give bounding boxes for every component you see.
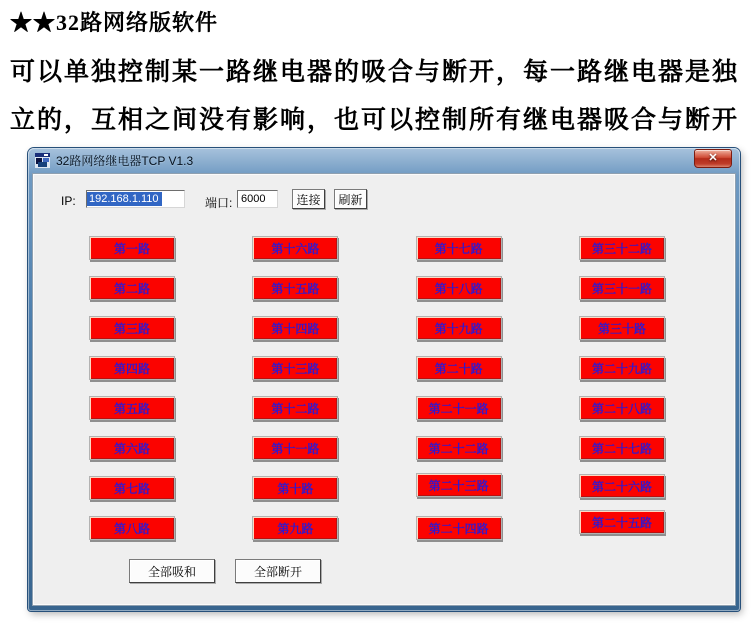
window-title: 32路网络继电器TCP V1.3 bbox=[56, 154, 194, 168]
intro-title: ★★32路网络版软件 bbox=[10, 10, 219, 35]
relay-button-ch26[interactable]: 第二十六路 bbox=[579, 474, 665, 498]
relay-button-ch16[interactable]: 第十六路 bbox=[252, 236, 338, 260]
relay-button-ch28[interactable]: 第二十八路 bbox=[579, 396, 665, 420]
relay-button-ch31[interactable]: 第三十一路 bbox=[579, 276, 665, 300]
titlebar[interactable] bbox=[28, 148, 740, 173]
relay-button-ch1[interactable]: 第一路 bbox=[89, 236, 175, 260]
relay-button-ch6[interactable]: 第六路 bbox=[89, 436, 175, 460]
connect-button[interactable]: 连接 bbox=[292, 189, 325, 209]
refresh-button[interactable]: 刷新 bbox=[334, 189, 367, 209]
relay-button-ch19[interactable]: 第十九路 bbox=[416, 316, 502, 340]
relay-button-ch21[interactable]: 第二十一路 bbox=[416, 396, 502, 420]
relay-button-ch15[interactable]: 第十五路 bbox=[252, 276, 338, 300]
close-button[interactable]: ✕ bbox=[694, 149, 732, 168]
relay-button-ch7[interactable]: 第七路 bbox=[89, 476, 175, 500]
relay-button-ch2[interactable]: 第二路 bbox=[89, 276, 175, 300]
ip-label: IP: bbox=[61, 194, 76, 208]
all-off-button[interactable]: 全部断开 bbox=[235, 559, 321, 583]
relay-button-ch14[interactable]: 第十四路 bbox=[252, 316, 338, 340]
relay-button-ch3[interactable]: 第三路 bbox=[89, 316, 175, 340]
relay-button-ch24[interactable]: 第二十四路 bbox=[416, 516, 502, 540]
relay-button-ch11[interactable]: 第十一路 bbox=[252, 436, 338, 460]
bottom-button-row bbox=[129, 559, 321, 583]
port-label: 端口: bbox=[205, 196, 233, 210]
relay-button-ch30[interactable]: 第三十路 bbox=[579, 316, 665, 340]
relay-button-ch17[interactable]: 第十七路 bbox=[416, 236, 502, 260]
relay-button-ch13[interactable]: 第十三路 bbox=[252, 356, 338, 380]
port-input[interactable]: 6000 bbox=[237, 190, 278, 208]
ip-selected-text: 192.168.1.110 bbox=[87, 192, 162, 206]
relay-button-ch29[interactable]: 第二十九路 bbox=[579, 356, 665, 380]
relay-button-ch10[interactable]: 第十路 bbox=[252, 476, 338, 500]
relay-button-ch25[interactable]: 第二十五路 bbox=[579, 510, 665, 534]
all-on-button[interactable]: 全部吸和 bbox=[129, 559, 215, 583]
relay-button-ch4[interactable]: 第四路 bbox=[89, 356, 175, 380]
relay-button-ch27[interactable]: 第二十七路 bbox=[579, 436, 665, 460]
relay-button-ch23[interactable]: 第二十三路 bbox=[416, 473, 502, 497]
relay-button-ch8[interactable]: 第八路 bbox=[89, 516, 175, 540]
relay-grid bbox=[89, 236, 665, 540]
client-area bbox=[32, 173, 736, 606]
app-window bbox=[28, 148, 740, 611]
relay-button-ch20[interactable]: 第二十路 bbox=[416, 356, 502, 380]
app-icon bbox=[35, 153, 50, 168]
relay-button-ch32[interactable]: 第三十二路 bbox=[579, 236, 665, 260]
ip-input[interactable] bbox=[86, 190, 185, 208]
intro-line-2: 立的，互相之间没有影响，也可以控制所有继电器吸合与断开 bbox=[10, 107, 740, 134]
relay-button-ch18[interactable]: 第十八路 bbox=[416, 276, 502, 300]
intro-line-1: 可以单独控制某一路继电器的吸合与断开，每一路继电器是独 bbox=[10, 59, 740, 86]
relay-button-ch5[interactable]: 第五路 bbox=[89, 396, 175, 420]
relay-button-ch22[interactable]: 第二十二路 bbox=[416, 436, 502, 460]
relay-button-ch12[interactable]: 第十二路 bbox=[252, 396, 338, 420]
relay-button-ch9[interactable]: 第九路 bbox=[252, 516, 338, 540]
